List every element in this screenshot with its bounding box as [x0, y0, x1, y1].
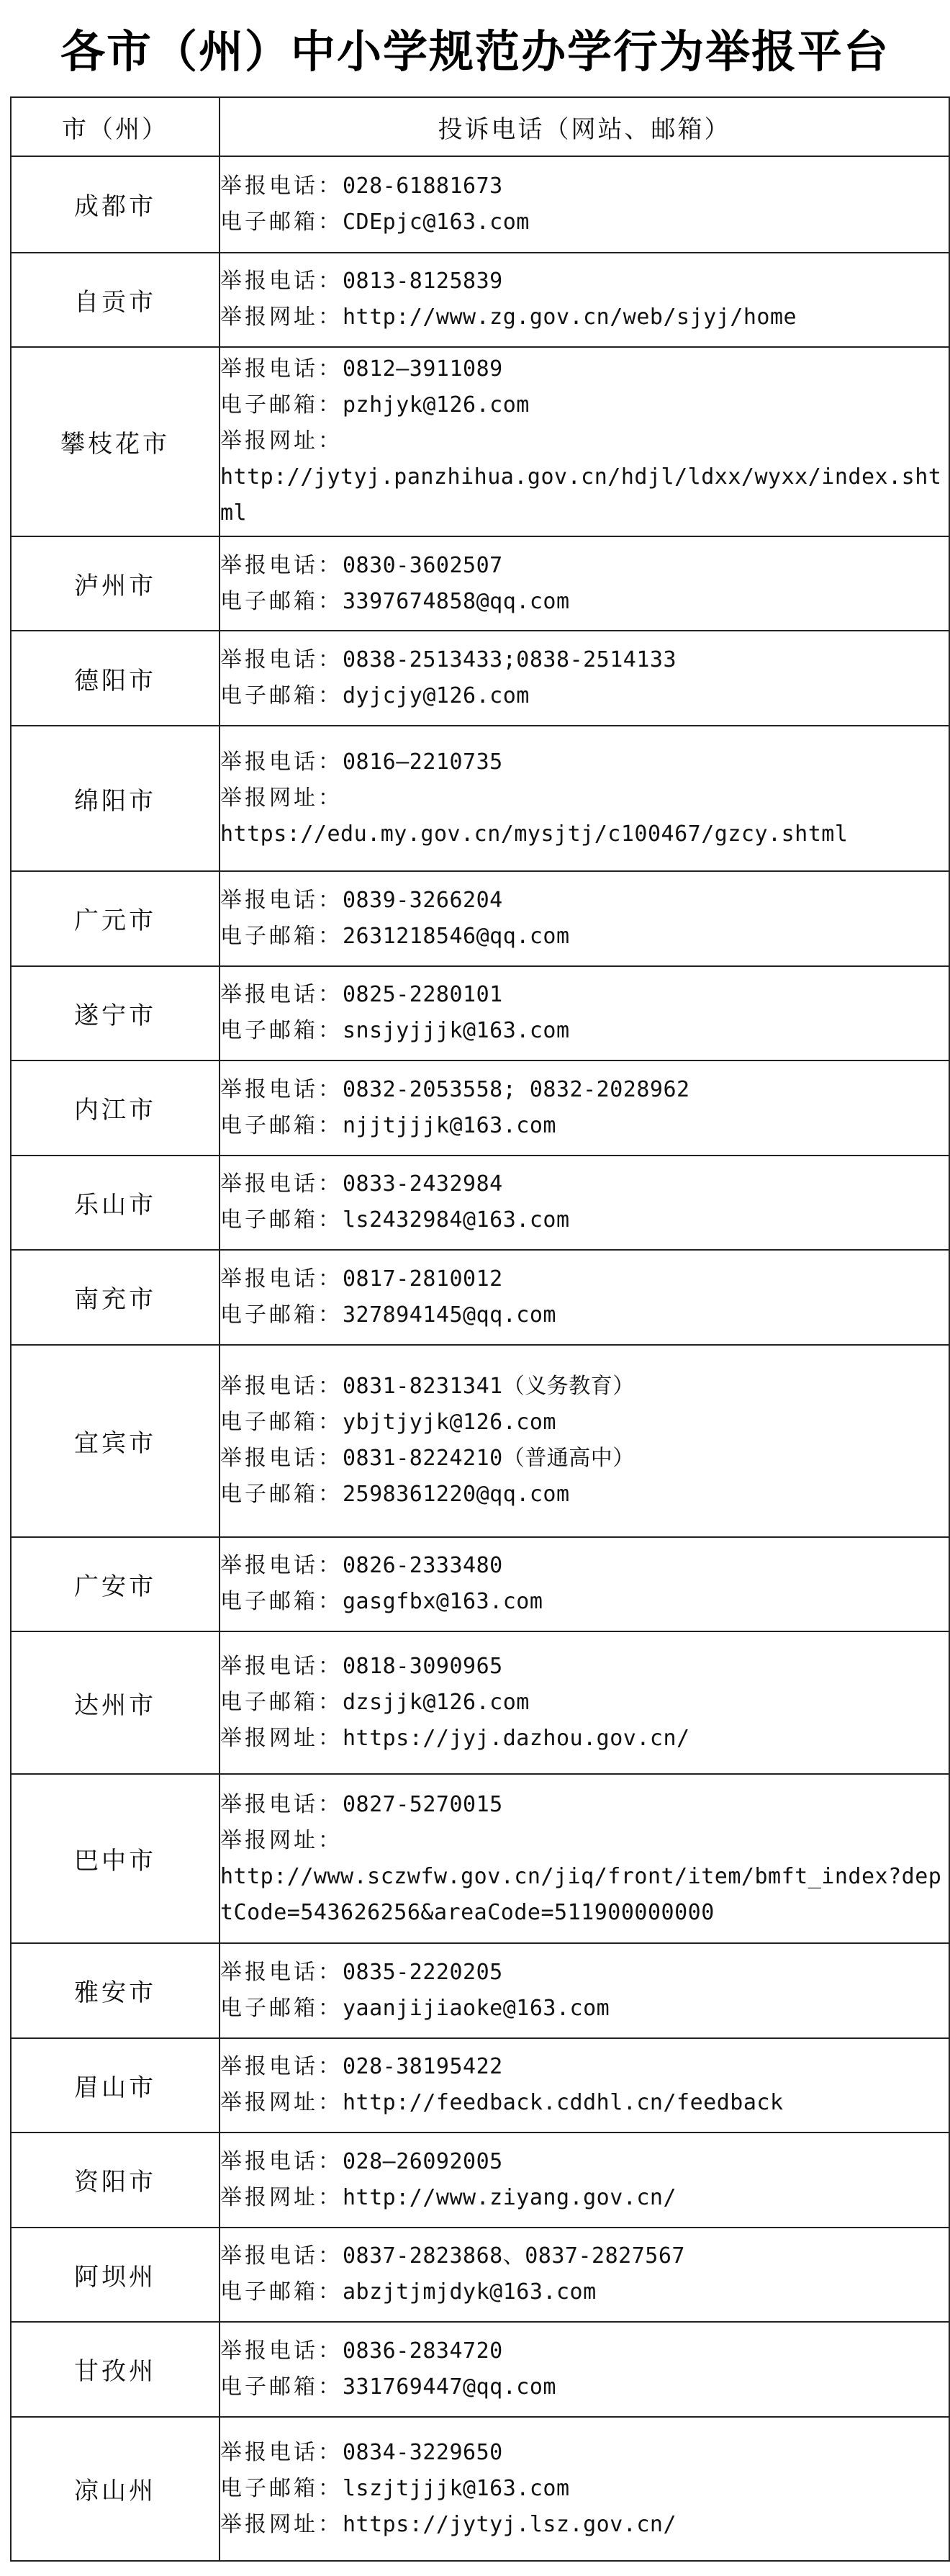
table-row [11, 631, 949, 725]
table-row [11, 253, 949, 347]
contact-line [220, 1955, 949, 1991]
contact-line [220, 2238, 949, 2274]
contact-label: 电子邮箱： [220, 1302, 343, 1328]
table-row [11, 2322, 949, 2416]
contact-label: 举报网址： [220, 1726, 343, 1752]
contact-label: 电子邮箱： [220, 1995, 343, 2021]
table-row [11, 726, 949, 871]
phone-number: 0812—3911089 [343, 356, 503, 382]
city-name: 巴中市 [11, 1774, 220, 1943]
contact-line [220, 2180, 949, 2216]
table-row [11, 1537, 949, 1631]
email-address[interactable]: 2598361220@qq.com [343, 1482, 570, 1508]
contact-label: 举报电话： [220, 982, 343, 1008]
contact-line [220, 1261, 949, 1297]
contact-info [220, 536, 949, 631]
contact-label: 举报电话： [220, 1959, 343, 1985]
report-url[interactable]: https://edu.my.gov.cn/mysjtj/c100467/gzcy.shtml [220, 821, 849, 847]
contact-line [220, 1477, 949, 1513]
email-address[interactable]: njjtjjjk@163.com [343, 1112, 556, 1138]
email-address[interactable]: gasgfbx@163.com [343, 1589, 543, 1615]
contact-line [220, 1166, 949, 1202]
report-url[interactable]: https://jytyj.lsz.gov.cn/ [343, 2511, 677, 2537]
contact-label: 举报电话： [220, 1374, 343, 1400]
city-name: 内江市 [11, 1060, 220, 1155]
contact-line [220, 351, 949, 387]
phone-number: 028—26092005 [343, 2148, 503, 2174]
table-row [11, 871, 949, 965]
phone-number: 0838-2513433;0838-2514133 [343, 647, 677, 673]
contact-label: 举报电话： [220, 1266, 343, 1292]
phone-number: 0831-8231341（义务教育） [343, 1374, 635, 1400]
phone-number: 0818-3090965 [343, 1654, 503, 1680]
contact-label: 举报电话： [220, 269, 343, 294]
contact-label: 电子邮箱： [220, 1018, 343, 1044]
contact-label: 举报电话： [220, 2439, 343, 2465]
contact-info [220, 347, 949, 536]
contact-label: 举报网址： [220, 1827, 343, 1853]
contact-line [220, 2369, 949, 2405]
contact-line [220, 459, 949, 531]
contact-info [220, 2133, 949, 2227]
phone-number: 0830-3602507 [343, 552, 503, 578]
phone-number: 0839-3266204 [343, 887, 503, 913]
contact-line [220, 2435, 949, 2471]
contact-info [220, 2038, 949, 2133]
table-row [11, 1156, 949, 1250]
contact-line [220, 1369, 949, 1405]
contact-label: 电子邮箱： [220, 209, 343, 235]
city-name: 南充市 [11, 1250, 220, 1344]
table-row [11, 1631, 949, 1774]
contact-line [220, 1405, 949, 1441]
contact-line [220, 642, 949, 678]
table-row [11, 2038, 949, 2133]
contact-label: 举报网址： [220, 2184, 343, 2210]
table-row [11, 2228, 949, 2322]
contact-line [220, 1584, 949, 1620]
contact-info [220, 1250, 949, 1344]
contact-line [220, 2274, 949, 2310]
contact-info [220, 726, 949, 871]
contact-line [220, 2507, 949, 2543]
contact-line [220, 2049, 949, 2085]
contact-info [220, 1060, 949, 1155]
contact-line [220, 300, 949, 335]
email-address[interactable]: ybjtjyjk@126.com [343, 1410, 556, 1436]
report-url[interactable]: http://www.zg.gov.cn/web/sjyj/home [343, 305, 797, 330]
header-city: 市（州） [11, 97, 220, 156]
contact-label: 举报电话： [220, 887, 343, 913]
contact-label: 举报网址： [220, 2511, 343, 2537]
contact-line [220, 1685, 949, 1721]
city-name: 自贡市 [11, 253, 220, 347]
city-name: 资阳市 [11, 2133, 220, 2227]
contact-label: 举报电话： [220, 2338, 343, 2364]
city-name: 广安市 [11, 1537, 220, 1631]
table-row [11, 966, 949, 1060]
contact-info [220, 253, 949, 347]
phone-number: 0816—2210735 [343, 749, 503, 775]
contact-line [220, 168, 949, 204]
contact-line [220, 744, 949, 780]
email-address[interactable]: pzhjyk@126.com [343, 392, 530, 418]
table-header-row [11, 97, 949, 156]
phone-number: 028-61881673 [343, 173, 503, 199]
contact-line [220, 1013, 949, 1049]
contact-info [220, 631, 949, 725]
contact-line [220, 1787, 949, 1823]
contact-info [220, 871, 949, 965]
email-address[interactable]: snsjyjjjk@163.com [343, 1018, 570, 1044]
city-name: 达州市 [11, 1631, 220, 1774]
contact-label: 举报电话： [220, 2243, 343, 2269]
contact-line [220, 204, 949, 240]
contact-info [220, 156, 949, 253]
contact-label: 举报电话： [220, 1654, 343, 1680]
report-url[interactable]: https://jyj.dazhou.gov.cn/ [343, 1726, 690, 1752]
city-name: 雅安市 [11, 1943, 220, 2037]
report-url[interactable]: http://www.sczwfw.gov.cn/jiq/front/item/bmft_index?deptCode=543626256&areaCode=511900000000 [220, 1863, 942, 1925]
contact-label: 电子邮箱： [220, 923, 343, 949]
city-name: 攀枝花市 [11, 347, 220, 536]
contact-line [220, 1297, 949, 1333]
contact-line [220, 2085, 949, 2121]
report-url[interactable]: http://jytyj.panzhihua.gov.cn/hdjl/ldxx/wyxx/index.shtml [220, 464, 942, 526]
email-address[interactable]: 327894145@qq.com [343, 1302, 556, 1328]
contact-line [220, 1721, 949, 1757]
contact-info [220, 966, 949, 1060]
contact-line [220, 423, 949, 459]
contact-line [220, 977, 949, 1013]
contact-label: 举报电话： [220, 647, 343, 673]
contact-label: 举报电话： [220, 356, 343, 382]
contact-line [220, 816, 949, 852]
phone-number: 0817-2810012 [343, 1266, 503, 1292]
contact-line [220, 387, 949, 423]
contact-info [220, 2228, 949, 2322]
phone-number: 0836-2834720 [343, 2338, 503, 2364]
contact-line [220, 1202, 949, 1238]
contact-label: 举报电话： [220, 1171, 343, 1197]
email-address[interactable]: abzjtjmjdyk@163.com [343, 2279, 597, 2305]
contact-label: 举报电话： [220, 2054, 343, 2080]
contact-info [220, 1631, 949, 1774]
city-name: 乐山市 [11, 1156, 220, 1250]
contact-label: 举报电话： [220, 1553, 343, 1579]
contact-label: 电子邮箱： [220, 683, 343, 709]
contact-info [220, 2417, 949, 2561]
phone-number: 0837-2823868、0837-2827567 [343, 2243, 685, 2269]
contact-line [220, 780, 949, 816]
table-row [11, 1774, 949, 1943]
contact-label: 举报网址： [220, 785, 343, 811]
contact-label: 举报电话： [220, 1791, 343, 1817]
phone-number: 0813-8125839 [343, 269, 503, 294]
report-url[interactable]: http://www.ziyang.gov.cn/ [343, 2184, 677, 2210]
table-row [11, 536, 949, 631]
table-row [11, 1943, 949, 2037]
contact-label: 举报电话： [220, 749, 343, 775]
contact-label: 电子邮箱： [220, 588, 343, 614]
city-name: 绵阳市 [11, 726, 220, 871]
email-address[interactable]: 2631218546@qq.com [343, 923, 570, 949]
contact-line [220, 2144, 949, 2180]
contact-label: 电子邮箱： [220, 2475, 343, 2501]
contact-label: 举报电话： [220, 173, 343, 199]
table-row [11, 1060, 949, 1155]
contact-info [220, 2322, 949, 2416]
contact-line [220, 919, 949, 955]
contact-label: 电子邮箱： [220, 2279, 343, 2305]
contact-info [220, 1537, 949, 1631]
contact-line [220, 584, 949, 620]
contact-label: 电子邮箱： [220, 1482, 343, 1508]
email-address[interactable]: 3397674858@qq.com [343, 588, 570, 614]
contact-line [220, 1072, 949, 1108]
phone-number: 0835-2220205 [343, 1959, 503, 1985]
contact-line [220, 1823, 949, 1859]
email-address[interactable]: dyjcjy@126.com [343, 683, 530, 709]
contact-label: 电子邮箱： [220, 392, 343, 418]
city-name: 遂宁市 [11, 966, 220, 1060]
city-name: 泸州市 [11, 536, 220, 631]
email-address[interactable]: dzsjjk@126.com [343, 1690, 530, 1716]
table-body [11, 156, 949, 2561]
contact-label: 电子邮箱： [220, 2374, 343, 2400]
contact-line [220, 883, 949, 919]
email-address[interactable]: CDEpjc@163.com [343, 209, 530, 235]
contact-label: 电子邮箱： [220, 1410, 343, 1436]
contact-label: 电子邮箱： [220, 1207, 343, 1233]
table-row [11, 2133, 949, 2227]
contact-label: 举报电话： [220, 552, 343, 578]
table-row [11, 1250, 949, 1344]
header-contact: 投诉电话（网站、邮箱） [220, 97, 949, 156]
contact-label: 举报网址： [220, 2090, 343, 2116]
city-name: 广元市 [11, 871, 220, 965]
contact-line [220, 1859, 949, 1931]
contact-line [220, 1649, 949, 1685]
contact-info [220, 1156, 949, 1250]
city-name: 成都市 [11, 156, 220, 253]
email-address[interactable]: ls2432984@163.com [343, 1207, 570, 1233]
contact-info [220, 1345, 949, 1537]
report-platform-table [10, 96, 950, 2562]
contact-info [220, 1943, 949, 2037]
contact-line [220, 1548, 949, 1584]
email-address[interactable]: lszjtjjjk@163.com [343, 2475, 570, 2501]
page-title: 各市（州）中小学规范办学行为举报平台 [60, 25, 890, 78]
contact-line [220, 2333, 949, 2369]
phone-number: 0832-2053558; 0832-2028962 [343, 1076, 690, 1102]
contact-line [220, 678, 949, 714]
contact-label: 电子邮箱： [220, 1112, 343, 1138]
phone-number: 0827-5270015 [343, 1791, 503, 1817]
phone-number: 0834-3229650 [343, 2439, 503, 2465]
contact-label: 举报网址： [220, 305, 343, 330]
phone-number: 0825-2280101 [343, 982, 503, 1008]
contact-label: 电子邮箱： [220, 1690, 343, 1716]
table-row [11, 1345, 949, 1537]
contact-line [220, 2471, 949, 2507]
contact-line [220, 264, 949, 300]
city-name: 阿坝州 [11, 2228, 220, 2322]
contact-line [220, 1441, 949, 1477]
contact-label: 举报电话： [220, 1076, 343, 1102]
contact-line [220, 1108, 949, 1144]
report-url[interactable]: http://feedback.cddhl.cn/feedback [343, 2090, 784, 2116]
table-row [11, 2417, 949, 2561]
phone-number: 0833-2432984 [343, 1171, 503, 1197]
email-address[interactable]: 331769447@qq.com [343, 2374, 556, 2400]
phone-number: 028-38195422 [343, 2054, 503, 2080]
contact-line [220, 1991, 949, 2027]
city-name: 甘孜州 [11, 2322, 220, 2416]
city-name: 德阳市 [11, 631, 220, 725]
city-name: 宜宾市 [11, 1345, 220, 1537]
table-row [11, 156, 949, 253]
city-name: 凉山州 [11, 2417, 220, 2561]
email-address[interactable]: yaanjijiaoke@163.com [343, 1995, 610, 2021]
phone-number: 0831-8224210（普通高中） [343, 1446, 635, 1472]
contact-info [220, 1774, 949, 1943]
contact-label: 电子邮箱： [220, 1589, 343, 1615]
city-name: 眉山市 [11, 2038, 220, 2133]
contact-label: 举报电话： [220, 1446, 343, 1472]
contact-label: 举报网址： [220, 428, 343, 454]
contact-line [220, 548, 949, 584]
table-row [11, 347, 949, 536]
contact-label: 举报电话： [220, 2148, 343, 2174]
phone-number: 0826-2333480 [343, 1553, 503, 1579]
